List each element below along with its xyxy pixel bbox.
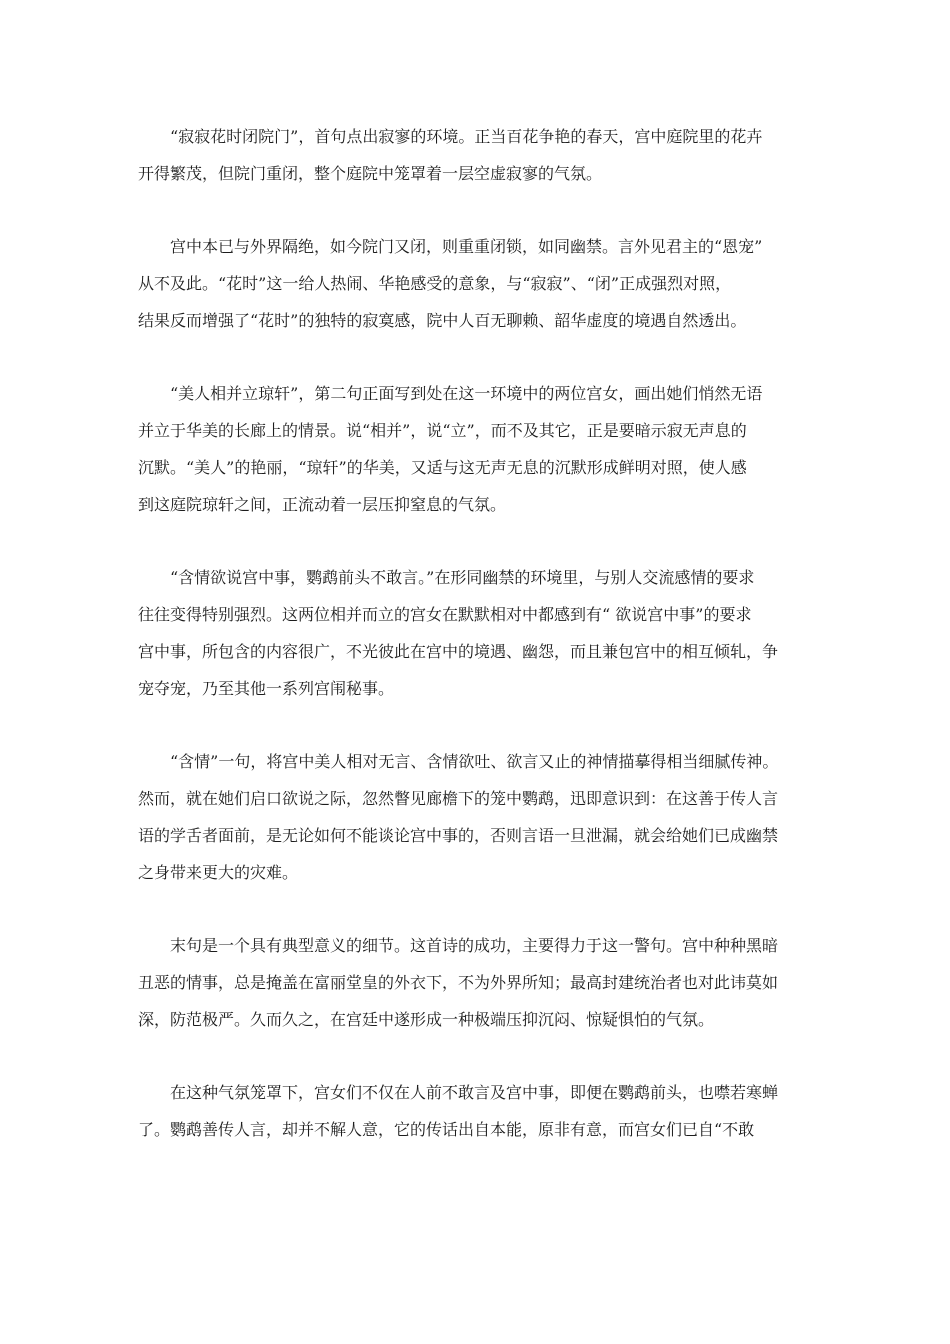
paragraph-5 (138, 743, 828, 891)
document-body (138, 118, 828, 1184)
text-line: “美人相并立琼轩”，第二句正面写到处在这一环境中的两位宫女，画出她们悄然无语 (170, 384, 763, 403)
text-line: 丑恶的情事，总是掩盖在富丽堂皇的外衣下，不为外界所知；最高封建统治者也对此讳莫如 (138, 973, 779, 992)
text-line: 宫中本已与外界隔绝，如今院门又闭，则重重闭锁，如同幽禁。言外见君主的“恩宠” (170, 237, 763, 256)
text-line: 在这种气氛笼罩下，宫女们不仅在人前不敢言及宫中事，即便在鹦鹉前头，也噤若寒蝉 (170, 1083, 779, 1102)
text-line: 往往变得特别强烈。这两位相并而立的宫女在默默相对中都感到有“ 欲说宫中事”的要求 (138, 605, 752, 624)
text-line: 语的学舌者面前，是无论如何不能谈论宫中事的，否则言语一旦泄漏，就会给她们已成幽禁 (138, 826, 779, 845)
paragraph-2 (138, 228, 828, 339)
paragraph-6 (138, 927, 828, 1038)
text-line: 宫中事，所包含的内容很广，不光彼此在宫中的境遇、幽怨，而且兼包宫中的相互倾轧，争 (138, 642, 779, 661)
text-line: 深，防范极严。久而久之，在宫廷中遂形成一种极端压抑沉闷、惊疑惧怕的气氛。 (138, 1010, 715, 1029)
text-line: 结果反而增强了“花时”的独特的寂寞感，院中人百无聊赖、韶华虚度的境遇自然透出。 (138, 311, 747, 330)
text-line: 末句是一个具有典型意义的细节。这首诗的成功，主要得力于这一警句。宫中种种黑暗 (170, 936, 779, 955)
text-line: 然而，就在她们启口欲说之际，忽然瞥见廊檐下的笼中鹦鹉，迅即意识到：在这善于传人言 (138, 789, 779, 808)
text-line: 宠夺宠，乃至其他一系列宫闱秘事。 (138, 679, 395, 698)
text-line: 之身带来更大的灾难。 (138, 863, 299, 882)
text-line: 沉默。“美人”的艳丽，“琼轩”的华美，又适与这无声无息的沉默形成鲜明对照，使人感 (138, 458, 747, 477)
paragraph-7 (138, 1074, 828, 1148)
text-line: 开得繁茂，但院门重闭，整个庭院中笼罩着一层空虚寂寥的气氛。 (138, 164, 603, 183)
text-line: 了。鹦鹉善传人言，却并不解人意，它的传话出自本能，原非有意，而宫女们已自“不敢 (138, 1120, 755, 1139)
paragraph-4 (138, 559, 828, 707)
text-line: 到这庭院琼轩之间，正流动着一层压抑窒息的气氛。 (138, 495, 507, 514)
text-line: “含情”一句，将宫中美人相对无言、含情欲吐、欲言又止的神情描摹得相当细腻传神。 (170, 752, 779, 771)
text-line: “寂寂花时闭院门”，首句点出寂寥的环境。正当百花争艳的春天，宫中庭院里的花卉 (170, 127, 763, 146)
text-line: “含情欲说宫中事，鹦鹉前头不敢言。”在形同幽禁的环境里，与别人交流感情的要求 (170, 568, 755, 587)
text-line: 从不及此。“花时”这一给人热闹、华艳感受的意象，与“寂寂”、“闭”正成强烈对照， (138, 274, 732, 293)
text-line: 并立于华美的长廊上的情景。说“相并”，说“立”，而不及其它，正是要暗示寂无声息的 (138, 421, 747, 440)
paragraph-3 (138, 375, 828, 523)
paragraph-1 (138, 118, 828, 192)
